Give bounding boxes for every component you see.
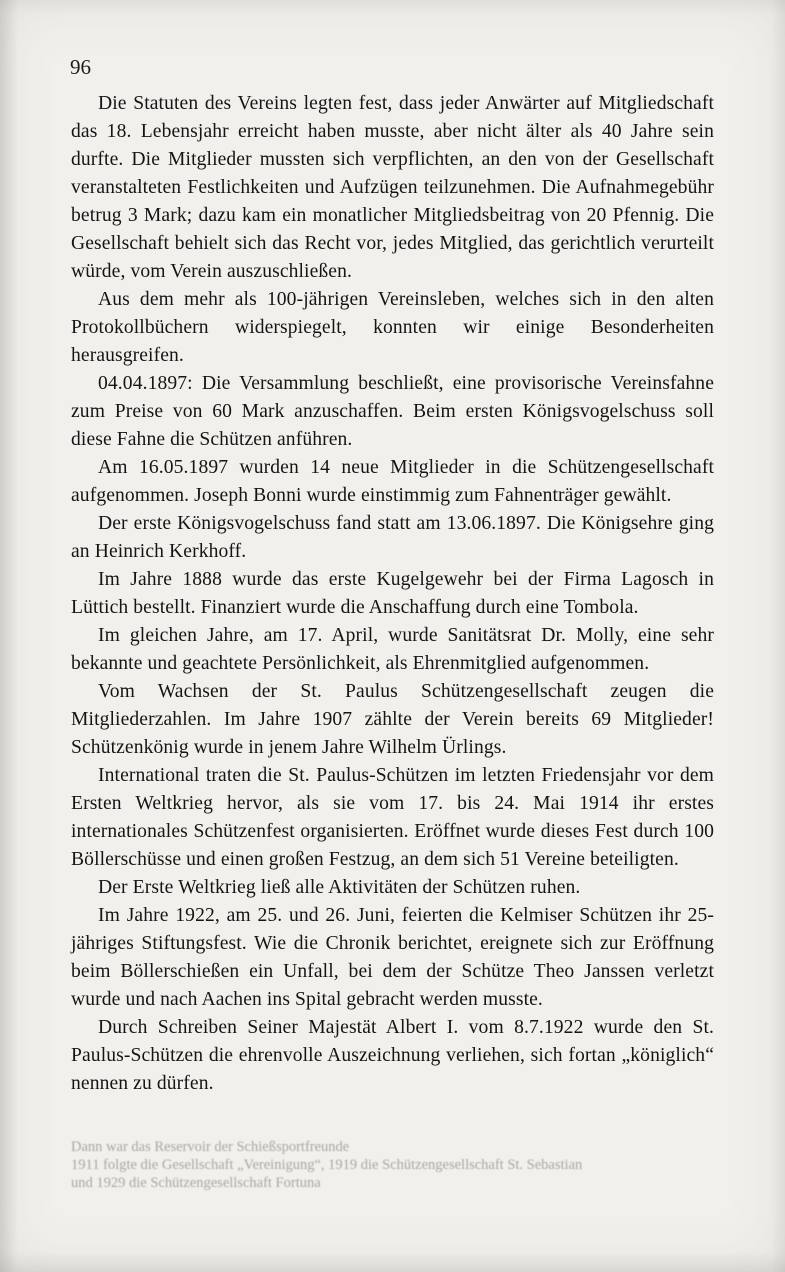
paragraph: Im Jahre 1922, am 25. und 26. Juni, feierten die Kelmiser Schützen ihr 25-jähriges Stiftungsfest. Wie die Chronik berichtet, ereignete sich zur Eröffnung beim Böllerschießen ein Unfall, bei dem der Schütze Theo Janssen verletzt wurde und nach Aachen ins Spital gebracht werden musste. xyxy=(71,905,714,1010)
bleedthrough-line: Dann war das Reservoir der Schießsportfreunde xyxy=(71,1139,350,1155)
paragraph: Der Erste Weltkrieg ließ alle Aktivitäten der Schützen ruhen. xyxy=(98,877,581,898)
paragraph: International traten die St. Paulus-Schützen im letzten Friedensjahr vor dem Ersten Weltkrieg hervor, als sie vom 17. bis 24. Mai 1914 ihr erstes internationales Schützenfest organisierten. Eröffnet wurde dieses Fest durch 100 Böllerschüsse und einen großen Festzug, an dem sich 51 Vereine beteiligten. xyxy=(71,765,714,870)
body-text xyxy=(71,90,714,1098)
paragraph: 04.04.1897: Die Versammlung beschließt, eine provisorische Vereinsfahne zum Preise von 60 Mark anzuschaffen. Beim ersten Königsvogelschuss soll diese Fahne die Schützen anführen. xyxy=(71,373,714,450)
paragraph: Am 16.05.1897 wurden 14 neue Mitglieder in die Schützengesellschaft aufgenommen. Joseph Bonni wurde einstimmig zum Fahnenträger gewählt. xyxy=(71,457,714,506)
bleedthrough-line: 1911 folgte die Gesellschaft „Vereinigung“, 1919 die Schützengesellschaft St. Sebastian xyxy=(71,1157,583,1173)
bleedthrough-text xyxy=(71,1138,721,1192)
paragraph: Vom Wachsen der St. Paulus Schützengesellschaft zeugen die Mitgliederzahlen. Im Jahre 1907 zählte der Verein bereits 69 Mitglieder! Schützenkönig wurde in jenem Jahre Wilhelm Ürlings. xyxy=(71,681,714,758)
bleedthrough-line: und 1929 die Schützengesellschaft Fortuna xyxy=(71,1175,321,1191)
paragraph: Im Jahre 1888 wurde das erste Kugelgewehr bei der Firma Lagosch in Lüttich bestellt. Finanziert wurde die Anschaffung durch eine Tombola. xyxy=(71,569,714,618)
paragraph: Aus dem mehr als 100-jährigen Vereinsleben, welches sich in den alten Protokollbüchern widerspiegelt, konnten wir einige Besonderheiten herausgreifen. xyxy=(71,289,714,366)
page-number: 96 xyxy=(70,55,91,79)
paragraph: Im gleichen Jahre, am 17. April, wurde Sanitätsrat Dr. Molly, eine sehr bekannte und geachtete Persönlichkeit, als Ehrenmitglied aufgenommen. xyxy=(71,625,714,674)
paragraph: Der erste Königsvogelschuss fand statt am 13.06.1897. Die Königsehre ging an Heinrich Kerkhoff. xyxy=(71,513,714,562)
paragraph: Die Statuten des Vereins legten fest, dass jeder Anwärter auf Mitgliedschaft das 18. Lebensjahr erreicht haben musste, aber nicht älter als 40 Jahre sein durfte. Die Mitglieder mussten sich verpflichten, an den von der Gesellschaft veranstalteten Festlichkeiten und Aufzügen teilzunehmen. Die Aufnahmegebühr betrug 3 Mark; dazu kam ein monatlicher Mitgliedsbeitrag von 20 Pfennig. Die Gesellschaft behielt sich das Recht vor, jedes Mitglied, das gerichtlich verurteilt würde, vom Verein auszuschließen. xyxy=(71,93,714,282)
paragraph: Durch Schreiben Seiner Majestät Albert I. vom 8.7.1922 wurde den St. Paulus-Schützen die ehrenvolle Auszeichnung verliehen, sich fortan „königlich“ nennen zu dürfen. xyxy=(71,1017,714,1094)
